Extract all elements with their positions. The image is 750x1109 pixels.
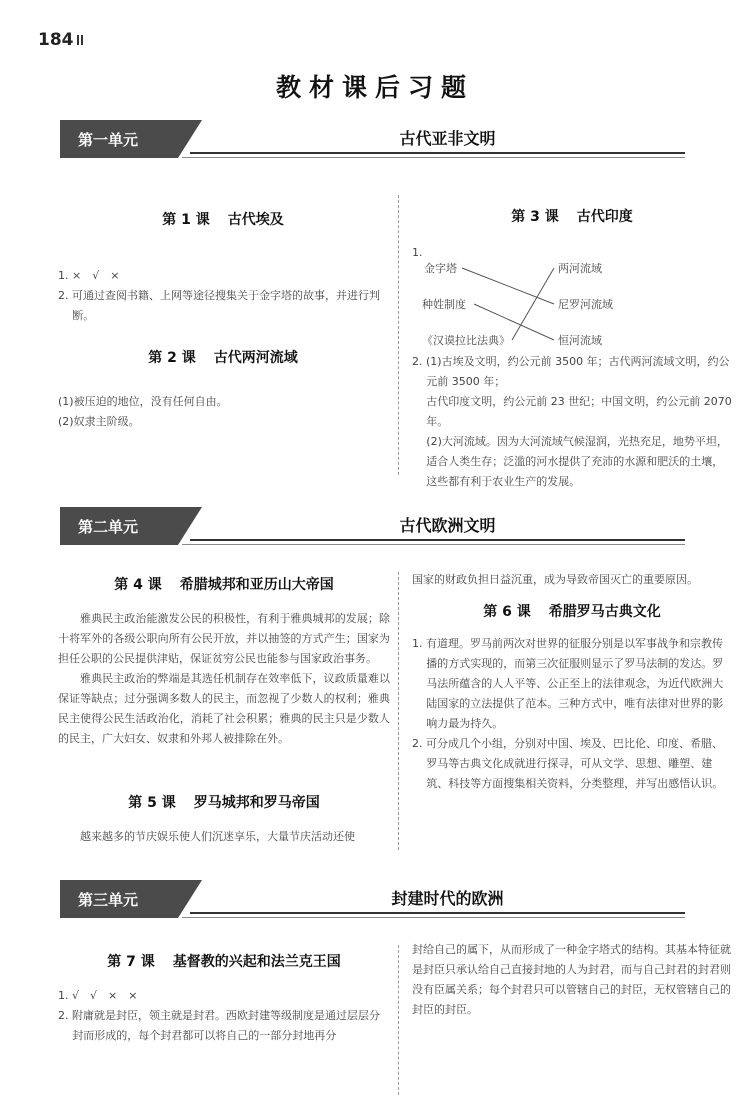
answer-paragraph: 雅典民主政治能激发公民的积极性，有利于雅典城邦的发展；除十将军外的各级公职向所有公民开放，并以抽签的方式产生；国家为担任公职的公民提供津贴，保证贫穷公民也能参与国家政治事务。 xyxy=(58,612,390,665)
lesson-1 xyxy=(58,210,388,326)
unit-tab: 第三单元 xyxy=(60,880,178,918)
page-title: 教材课后习题 xyxy=(275,73,474,102)
unit-tab: 第一单元 xyxy=(60,120,178,158)
lesson-2 xyxy=(58,348,388,432)
answer-item: 2. 可通过查阅书籍、上网等途径搜集关于金字塔的故事，并进行判断。 xyxy=(58,289,380,322)
answer-paragraph: 越来越多的节庆娱乐使人们沉迷享乐，大量节庆活动还使 xyxy=(80,830,355,843)
answer-item: (2)奴隶主阶级。 xyxy=(58,415,140,428)
answer-item: 2. (1)古埃及文明，约公元前 3500 年；古代两河流域文明，约公元前 3500 年； xyxy=(412,355,730,388)
continued-text: 封给自己的属下，从而形成了一种金字塔式的结构。其基本特征就是封臣只承认给自己直接封地的人为封君，而与自己封君的封君则没有臣属关系；每个封君只可以管辖自己的封臣，无权管辖自己的封臣的封臣。 xyxy=(412,943,731,1016)
match-right-item: 两河流域 xyxy=(558,262,602,275)
match-left-item: 金字塔 xyxy=(424,262,457,275)
match-right-item: 尼罗河流域 xyxy=(558,298,613,311)
lesson-heading: 第 5 课 罗马城邦和罗马帝国 xyxy=(128,795,320,811)
lesson-heading: 第 2 课 古代两河流域 xyxy=(148,350,298,366)
unit-title: 封建时代的欧洲 xyxy=(391,889,504,908)
page-number: 184 xyxy=(38,30,83,50)
lesson-3-heading-block xyxy=(412,207,732,263)
answer-item: 古代印度文明，约公元前 23 世纪；中国文明，约公元前 2070 年。 xyxy=(426,395,732,428)
answer-item: (1)被压迫的地位，没有任何自由。 xyxy=(58,395,228,408)
match-left-item: 《汉谟拉比法典》 xyxy=(422,334,510,347)
lesson-heading: 第 3 课 古代印度 xyxy=(511,209,633,225)
unit-tab: 第二单元 xyxy=(60,507,178,545)
answer-item: (2)大河流域。因为大河流域气候湿润，光热充足，地势平坦，适合人类生存；泛滥的河水提供了充沛的水源和肥沃的土壤，这些都有利于农业生产的发展。 xyxy=(426,435,728,488)
lesson-heading: 第 1 课 古代埃及 xyxy=(162,212,284,228)
match-left-item: 种姓制度 xyxy=(422,298,466,311)
lesson-3-answers xyxy=(412,352,732,492)
unit-header-2 xyxy=(60,507,685,545)
continued-text: 国家的财政负担日益沉重，成为导致帝国灭亡的重要原因。 xyxy=(412,573,698,586)
question-number: 1. xyxy=(412,246,423,259)
column-divider xyxy=(398,195,399,475)
lesson-7 xyxy=(58,952,390,1046)
column-divider xyxy=(398,945,399,1095)
lesson-6 xyxy=(412,570,732,794)
match-right-item: 恒河流域 xyxy=(558,334,602,347)
lesson-5 xyxy=(58,793,390,847)
answer-item: 1. √ √ × × xyxy=(58,989,138,1002)
answer-item: 1. × √ × xyxy=(58,269,120,282)
answer-item: 1. 有道理。罗马前两次对世界的征服分别是以军事战争和宗教传播的方式实现的，而第三次征服则显示了罗马法制的发达。罗马法所蕴含的人人平等、公正至上的法律观念，为近代欧洲大陆国家的立法提供了范本。三种方式中，唯有法律对世界的影响力最为持久。 xyxy=(412,637,724,730)
column-divider xyxy=(398,572,399,850)
matching-diagram xyxy=(412,258,732,350)
lesson-7-continued xyxy=(412,940,732,1020)
unit-title: 古代欧洲文明 xyxy=(399,516,496,535)
lesson-4 xyxy=(58,575,390,749)
lesson-heading: 第 4 课 希腊城邦和亚历山大帝国 xyxy=(114,577,334,593)
answer-paragraph: 雅典民主政治的弊端是其选任机制存在效率低下，议政质量难以保证等缺点；过分强调多数人的民主，而忽视了少数人的权利；雅典民主使得公民生活政治化，消耗了社会积累；雅典的民主只是少数人的民主，广大妇女、奴隶和外邦人被排除在外。 xyxy=(58,672,390,745)
answer-item: 2. 可分成几个小组，分别对中国、埃及、巴比伦、印度、希腊、罗马等古典文化成就进行探寻，可从文学、思想、雕塑、建筑、科技等方面搜集相关资料，分类整理，并写出感悟认识。 xyxy=(412,737,724,790)
lesson-heading: 第 6 课 希腊罗马古典文化 xyxy=(483,604,661,620)
unit-header-3 xyxy=(60,880,685,918)
lesson-heading: 第 7 课 基督教的兴起和法兰克王国 xyxy=(107,954,341,970)
unit-header-1 xyxy=(60,120,685,158)
unit-title: 古代亚非文明 xyxy=(399,129,496,148)
answer-item: 2. 附庸就是封臣，领主就是封君。西欧封建等级制度是通过层层分封而形成的，每个封君都可以将自己的一部分封地再分 xyxy=(58,1009,380,1042)
